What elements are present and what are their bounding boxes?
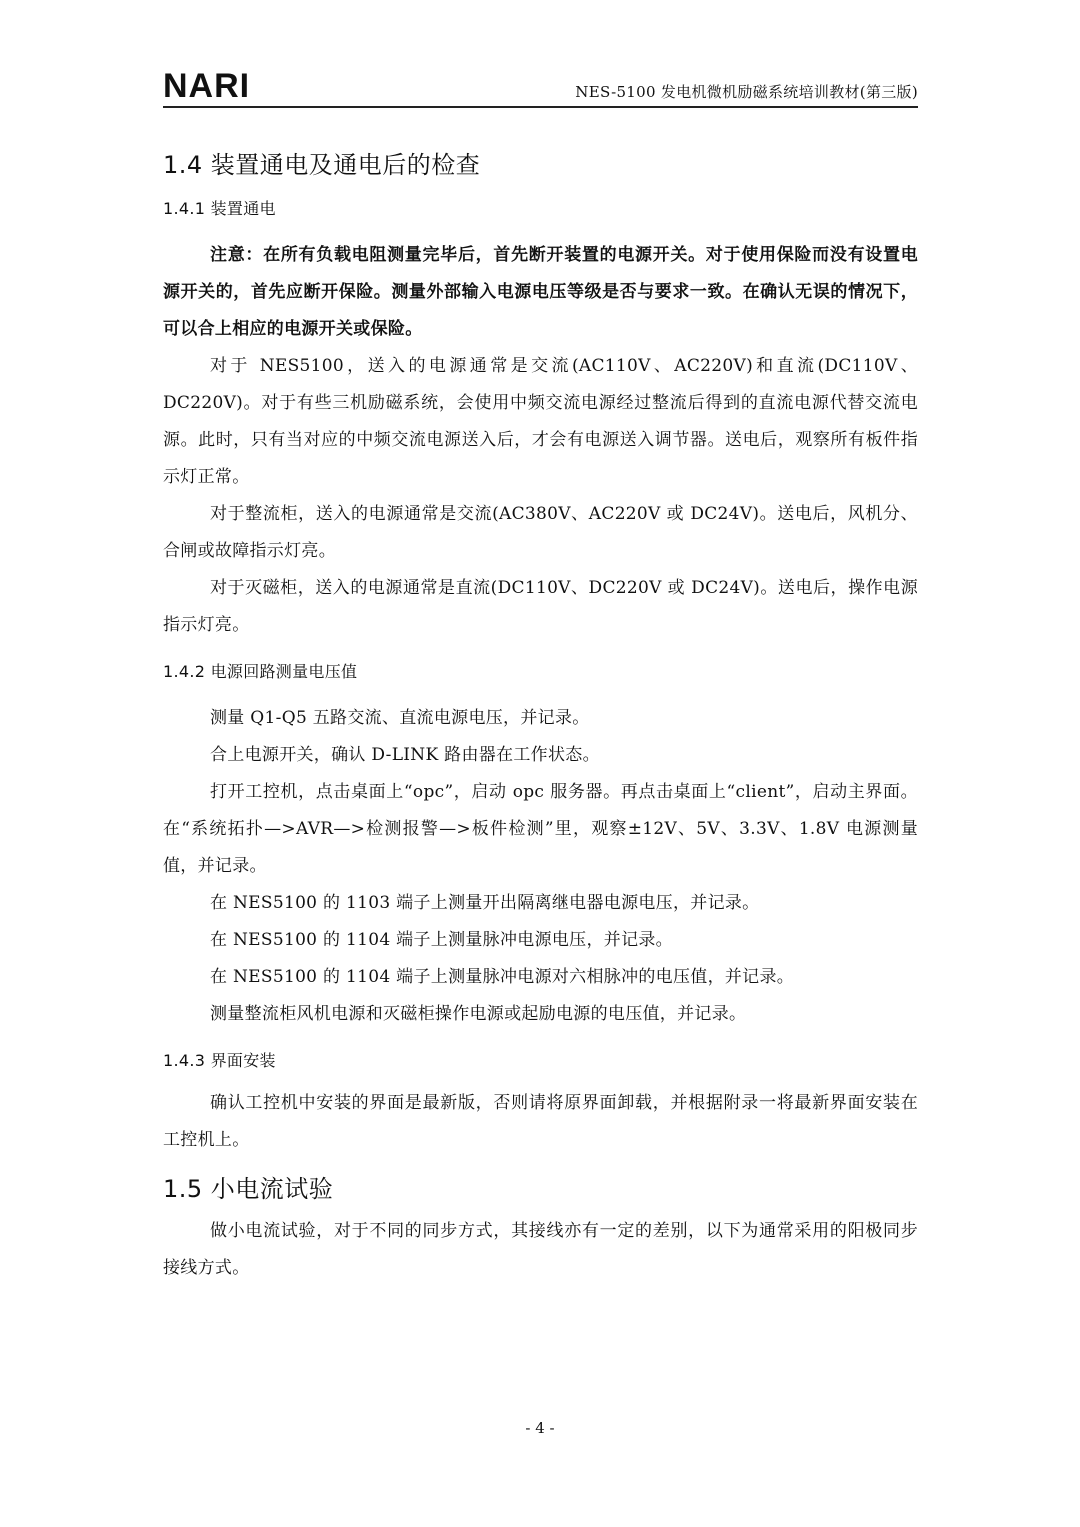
section-1-4-1-heading: 1.4.1 装置通电 — [163, 199, 276, 218]
paragraph: 做小电流试验，对于不同的同步方式，其接线亦有一定的差别，以下为通常采用的阳极同步接线方式。 — [163, 1221, 918, 1278]
document-title: NES-5100 发电机微机励磁系统培训教材(第三版) — [575, 83, 918, 101]
paragraph: 测量整流柜风机电源和灭磁柜操作电源或起励电源的电压值，并记录。 — [210, 1004, 747, 1024]
section-1-4-heading: 1.4 装置通电及通电后的检查 — [163, 151, 481, 179]
paragraph: 合上电源开关，确认 D-LINK 路由器在工作状态。 — [210, 745, 600, 765]
nari-logo: NARI — [163, 67, 251, 105]
section-1-5-heading: 1.5 小电流试验 — [163, 1175, 334, 1203]
paragraph: 确认工控机中安装的界面是最新版，否则请将原界面卸载，并根据附录一将最新界面安装在工控机上。 — [163, 1093, 918, 1150]
paragraph: 测量 Q1-Q5 五路交流、直流电源电压，并记录。 — [210, 708, 590, 728]
page-header — [163, 66, 918, 108]
paragraph: 在 NES5100 的 1103 端子上测量开出隔离继电器电源电压，并记录。 — [210, 893, 760, 913]
paragraph: 对于灭磁柜，送入的电源通常是直流(DC110V、DC220V 或 DC24V)。送电后，操作电源指示灯亮。 — [163, 578, 918, 635]
paragraph: 打开工控机，点击桌面上“opc”，启动 opc 服务器。再点击桌面上“client”，启动主界面。在“系统拓扑—>AVR—>检测报警—>板件检测”里，观察±12V、5V、3.3V、1.8V 电源测量值，并记录。 — [163, 782, 918, 876]
section-1-4-2-heading: 1.4.2 电源回路测量电压值 — [163, 662, 358, 681]
warning-paragraph: 注意：在所有负载电阻测量完毕后，首先断开装置的电源开关。对于使用保险而没有设置电源开关的，首先应断开保险。测量外部输入电源电压等级是否与要求一致。在确认无误的情况下，可以合上相应的电源开关或保险。 — [163, 245, 918, 339]
section-1-4-3-heading: 1.4.3 界面安装 — [163, 1051, 276, 1070]
paragraph: 在 NES5100 的 1104 端子上测量脉冲电源对六相脉冲的电压值，并记录。 — [210, 967, 795, 987]
page-number: - 4 - — [525, 1419, 555, 1437]
page-content — [163, 145, 918, 1287]
paragraph: 对于整流柜，送入的电源通常是交流(AC380V、AC220V 或 DC24V)。送电后，风机分、合闸或故障指示灯亮。 — [163, 504, 918, 561]
paragraph: 在 NES5100 的 1104 端子上测量脉冲电源电压，并记录。 — [210, 930, 673, 950]
paragraph: 对于 NES5100，送入的电源通常是交流(AC110V、AC220V)和直流(DC110V、DC220V)。对于有些三机励磁系统，会使用中频交流电源经过整流后得到的直流电源代替交流电源。此时，只有当对应的中频交流电源送入后，才会有电源送入调节器。送电后，观察所有板件指示灯正常。 — [163, 356, 918, 487]
